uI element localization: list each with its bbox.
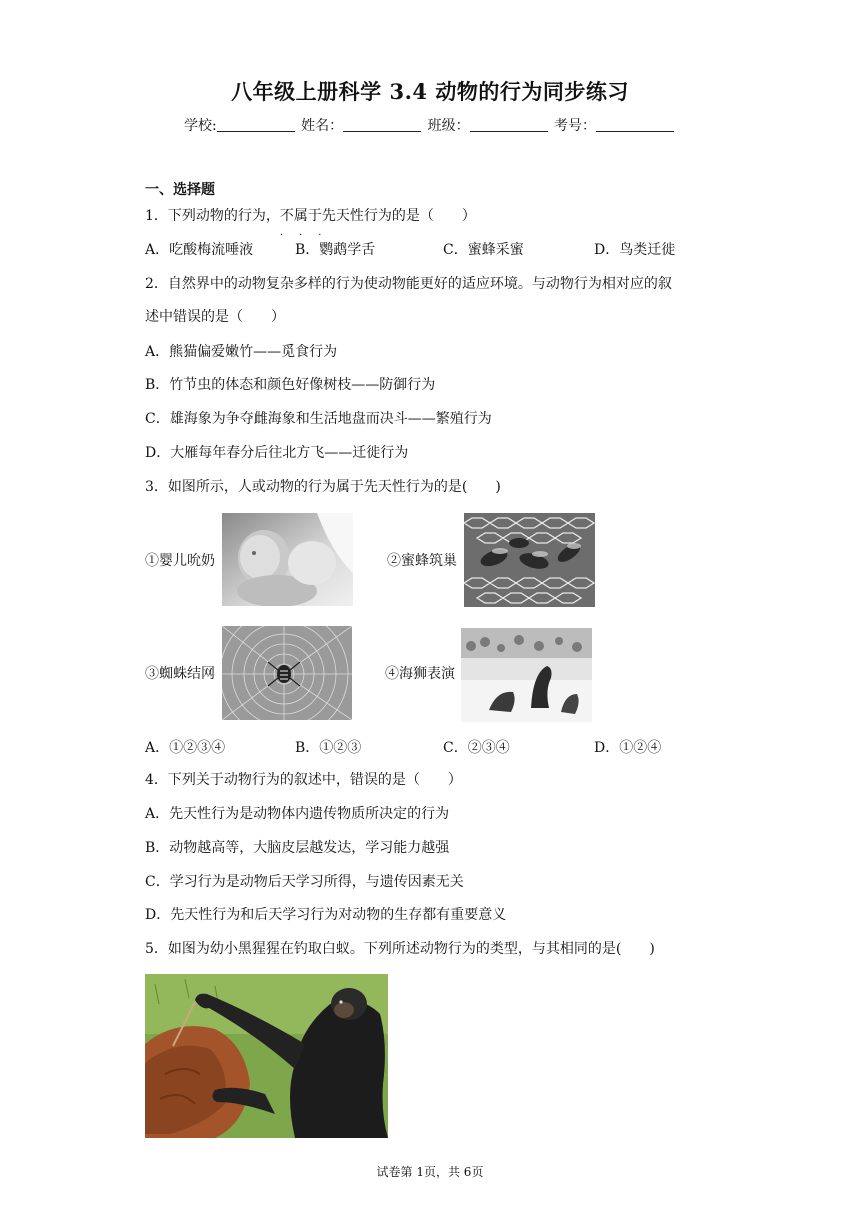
q2-option-a[interactable]: A．熊猫偏爱嫩竹——觅食行为 <box>145 344 338 360</box>
bees-building-nest-photo <box>464 513 595 607</box>
page-footer: 试卷第 1页，共 6页 <box>376 1165 484 1179</box>
name-blank[interactable] <box>343 117 421 132</box>
q1-text-pre: 1．下列动物的行为， <box>145 208 280 224</box>
q3-option-a[interactable]: A．①②③④ <box>145 740 226 756</box>
baby-nursing-photo <box>222 513 353 606</box>
q3-label-2: ②蜜蜂筑巢 <box>387 553 457 569</box>
class-blank[interactable] <box>470 117 548 132</box>
q1-text-post: 先天性行为的是（ ） <box>321 208 476 224</box>
q2-option-b[interactable]: B．竹节虫的体态和颜色好像树枝——防御行为 <box>145 377 436 393</box>
exam-no-label: 考号： <box>554 118 597 134</box>
name-label: 姓名： <box>301 118 344 134</box>
school-blank[interactable] <box>217 117 295 132</box>
class-label: 班级： <box>427 118 470 134</box>
page-title: 八年级上册科学 3.4 动物的行为同步练习 <box>231 79 629 104</box>
student-info-line <box>0 115 860 135</box>
q3-option-d[interactable]: D．①②④ <box>594 740 662 756</box>
q1-option-d[interactable]: D．鸟类迁徙 <box>594 242 676 258</box>
q1-option-c[interactable]: C．蜜蜂采蜜 <box>443 242 524 258</box>
question-5: 5．如图为幼小黑猩猩在钓取白蚁。下列所述动物行为的类型，与其相同的是( ) <box>145 941 655 957</box>
q2-option-d[interactable]: D．大雁每年春分后往北方飞——迁徙行为 <box>145 445 409 461</box>
q4-option-c[interactable]: C．学习行为是动物后天学习所得，与遗传因素无关 <box>145 874 464 890</box>
emphasis-dots-icon: · · · <box>279 230 329 241</box>
chimpanzee-fishing-termites-photo <box>145 974 388 1138</box>
q1-option-b[interactable]: B．鹦鹉学舌 <box>295 242 376 258</box>
question-2-line-1: 2．自然界中的动物复杂多样的行为使动物能更好的适应环境。与动物行为相对应的叙 <box>145 276 672 292</box>
question-1 <box>145 206 476 241</box>
question-2-line-2: 述中错误的是（ ） <box>145 309 285 325</box>
exam-no-blank[interactable] <box>596 117 674 132</box>
q4-option-b[interactable]: B．动物越高等，大脑皮层越发达，学习能力越强 <box>145 840 450 856</box>
question-4: 4．下列关于动物行为的叙述中，错误的是（ ） <box>145 772 462 788</box>
section-heading: 一、选择题 <box>145 182 215 198</box>
school-label: 学校: <box>183 118 217 134</box>
q4-option-a[interactable]: A．先天性行为是动物体内遗传物质所决定的行为 <box>145 806 450 822</box>
sea-lion-show-photo <box>461 628 592 722</box>
q1-emphasis <box>279 208 329 241</box>
q1-option-a[interactable]: A．吃酸梅流唾液 <box>145 242 254 258</box>
q2-option-c[interactable]: C．雄海象为争夺雌海象和生活地盘而决斗——繁殖行为 <box>145 411 492 427</box>
spider-web-photo <box>222 626 352 720</box>
q4-option-d[interactable]: D．先天性行为和后天学习行为对动物的生存都有重要意义 <box>145 907 507 923</box>
q3-label-4: ④海狮表演 <box>385 666 455 682</box>
q1-emphasis-text: 不属于 <box>279 208 322 224</box>
q3-option-c[interactable]: C．②③④ <box>443 740 510 756</box>
question-3: 3．如图所示，人或动物的行为属于先天性行为的是( ) <box>145 479 501 495</box>
q3-label-3: ③蜘蛛结网 <box>145 666 215 682</box>
q3-label-1: ①婴儿吮奶 <box>145 553 215 569</box>
q3-option-b[interactable]: B．①②③ <box>295 740 362 756</box>
